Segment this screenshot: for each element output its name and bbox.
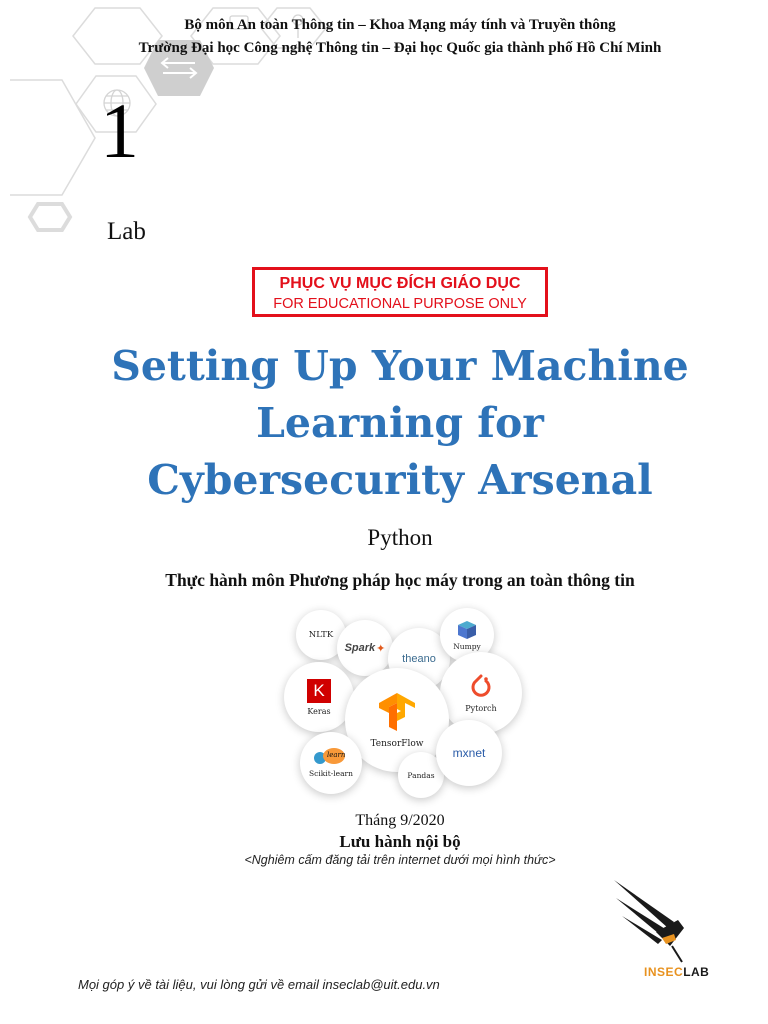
spark-star-icon: ✦ <box>376 641 386 655</box>
publication-date: Tháng 9/2020 <box>355 812 445 829</box>
university-header: Trường Đại học Công nghệ Thông tin – Đại học Quốc gia thành phố Hồ Chí Minh <box>138 40 662 56</box>
tensorflow-label: TensorFlow <box>370 739 424 749</box>
pytorch-flame-icon <box>467 673 495 701</box>
internal-circulation: Lưu hành nội bộ <box>339 832 461 851</box>
spark-bubble <box>337 620 393 676</box>
nltk-label: NLTK <box>308 630 334 640</box>
sklearn-logo-icon: learn <box>314 748 348 766</box>
spark-label: Spark <box>344 642 376 654</box>
tensorflow-logo-icon <box>375 691 419 735</box>
title-line-2: Learning for <box>256 399 544 447</box>
theano-label: theano <box>402 653 436 665</box>
keras-logo-icon <box>307 679 331 703</box>
educational-purpose-notice <box>252 267 548 317</box>
chapter-label: Lab <box>107 218 146 245</box>
course-name: Thực hành môn Phương pháp học máy trong an toàn thông tin <box>165 570 635 590</box>
pytorch-label: Pytorch <box>465 704 497 713</box>
footer-contact: Mọi góp ý về tài liệu, vui lòng gửi về email inseclab@uit.edu.vn <box>78 977 440 992</box>
pandas-label: Pandas <box>407 770 435 780</box>
department-header: Bộ môn An toàn Thông tin – Khoa Mạng máy tính và Truyền thông <box>184 17 616 33</box>
inseclab-wordmark-insec: INSEC <box>644 965 684 979</box>
mxnet-bubble <box>436 720 502 786</box>
title-line-1: Setting Up Your Machine <box>111 342 689 390</box>
edu-notice-english: FOR EDUCATIONAL PURPOSE ONLY <box>273 296 527 312</box>
title-line-3: Cybersecurity Arsenal <box>147 456 653 504</box>
chapter-number: 1 <box>100 87 139 174</box>
inseclab-wordmark <box>644 965 709 979</box>
numpy-label: Numpy <box>453 641 481 651</box>
distribution-warning: <Nghiêm cấm đăng tải trên internet dưới mọi hình thức> <box>244 853 556 867</box>
subtitle: Python <box>367 525 433 550</box>
keras-logo-mark: K <box>313 680 325 700</box>
sklearn-label: Scikit-learn <box>309 769 353 778</box>
inseclab-wordmark-lab: LAB <box>683 965 710 979</box>
keras-label: Keras <box>307 706 331 716</box>
inseclab-logo-icon <box>612 876 688 966</box>
edu-notice-vietnamese: PHỤC VỤ MỤC ĐÍCH GIÁO DỤC <box>279 275 521 292</box>
keras-bubble <box>284 662 354 732</box>
mxnet-label: mxnet <box>452 746 486 760</box>
numpy-cube-icon <box>457 620 477 640</box>
sklearn-bubble <box>300 732 362 794</box>
